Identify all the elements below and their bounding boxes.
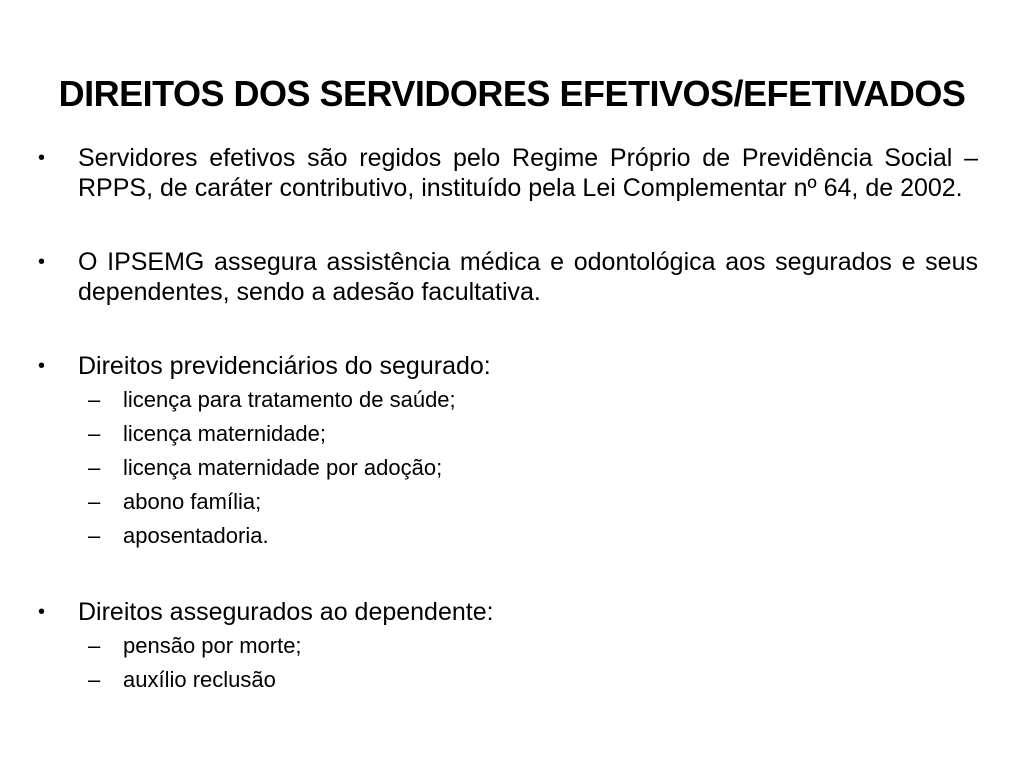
dash-marker: – [88, 667, 101, 692]
sub-item [38, 383, 978, 417]
sub-item-text: pensão por morte; [123, 633, 302, 658]
sub-item [38, 629, 978, 663]
sub-item-text: auxílio reclusão [123, 667, 276, 692]
dash-marker: – [88, 455, 101, 480]
dash-marker: – [88, 387, 101, 412]
bullet-marker: • [38, 601, 46, 623]
slide-title: DIREITOS DOS SERVIDORES EFETIVOS/EFETIVADOS [58, 73, 966, 114]
bullet-marker: • [38, 251, 46, 273]
dash-marker: – [88, 633, 101, 658]
bullet-text: Direitos assegurados ao dependente: [78, 598, 494, 626]
sub-item [38, 663, 978, 697]
sub-item-text: licença para tratamento de saúde; [123, 387, 456, 412]
sub-item [38, 417, 978, 451]
bullet-item [38, 247, 978, 307]
bullet-marker: • [38, 355, 46, 377]
sub-item-text: licença maternidade por adoção; [123, 455, 443, 480]
bullet-item [38, 143, 978, 203]
dash-marker: – [88, 523, 101, 548]
sub-list [38, 383, 978, 553]
bullet-item [38, 351, 978, 381]
sub-item-text: aposentadoria. [123, 523, 269, 548]
bullet-text: Direitos previdenciários do segurado: [78, 352, 491, 380]
sub-item [38, 451, 978, 485]
bullet-item [38, 597, 978, 627]
sub-item-text: licença maternidade; [123, 421, 327, 446]
dash-marker: – [88, 421, 101, 446]
sub-item-text: abono família; [123, 489, 262, 514]
bullet-text: O IPSEMG assegura assistência médica e odontológica aos segurados e seus dependentes, sendo a adesão facultativa. [78, 248, 978, 306]
bullet-text: Servidores efetivos são regidos pelo Regime Próprio de Previdência Social – RPPS, de caráter contributivo, instituído pela Lei Complementar nº 64, de 2002. [78, 144, 978, 202]
sub-list [38, 629, 978, 697]
bullet-marker: • [38, 147, 46, 169]
sub-item [38, 519, 978, 553]
sub-item [38, 485, 978, 519]
slide-body [38, 143, 978, 697]
dash-marker: – [88, 489, 101, 514]
